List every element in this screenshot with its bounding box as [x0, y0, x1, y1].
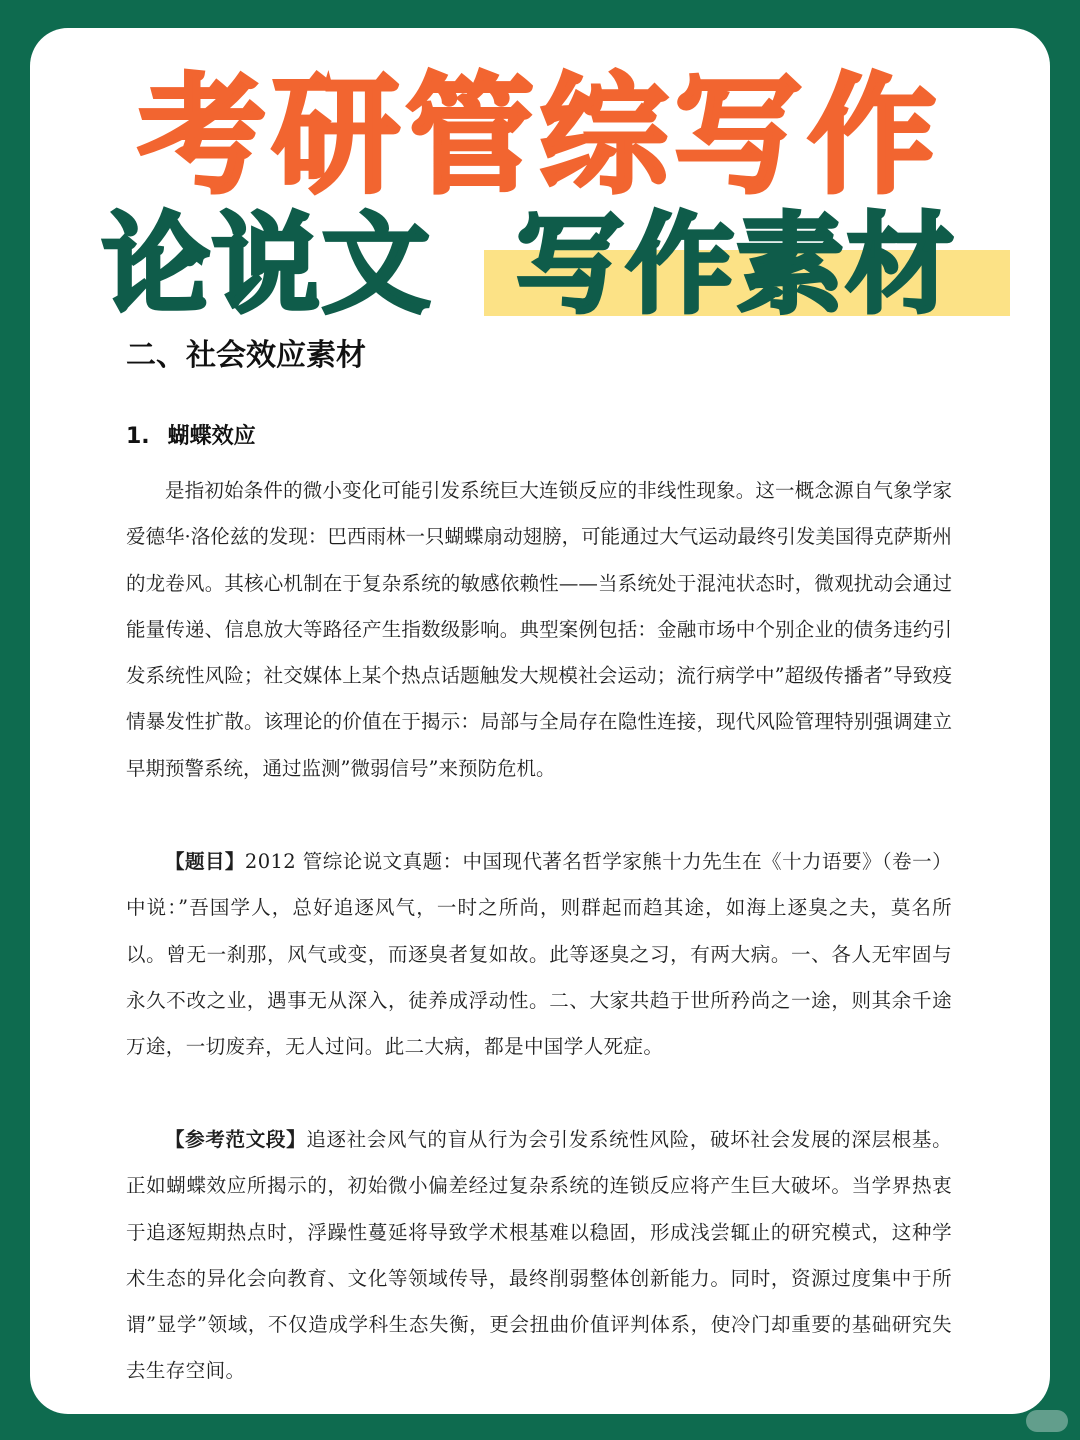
subtitle-row [30, 203, 1050, 328]
subsection-heading [126, 420, 256, 454]
reference-tag: 【参考范文段】 [165, 1128, 307, 1151]
question-tag: 【题目】 [165, 850, 245, 873]
subtitle-right: 写作素材 [516, 203, 957, 328]
reference-paragraph [126, 1117, 952, 1395]
question-text: 2012 管综论说文真题：中国现代著名哲学家熊十力先生在《十力语要》（卷一）中说：”吾国学人，总好追逐风气，一时之所尚，则群起而趋其途，如海上逐臭之夫，莫名所以。曾无一刹那，风气或变，而逐臭者复如故。此等逐臭之习，有两大病。一、各人无牢固与永久不改之业，遇事无从深入，徒养成浮动性。二、大家共趋于世所矜尚之一途，则其余千途万途，一切废弃，无人过问。此二大病，都是中国学人死症。 [126, 850, 952, 1059]
reference-text: 追逐社会风气的盲从行为会引发系统性风险，破坏社会发展的深层根基。正如蝴蝶效应所揭示的，初始微小偏差经过复杂系统的连锁反应将产生巨大破坏。当学界热衷于追逐短期热点时，浮躁性蔓延将导致学术根基难以稳固，形成浅尝辄止的研究模式，这种学术生态的异化会向教育、文化等领域传导，最终削弱整体创新能力。同时，资源过度集中于所谓”显学”领域，不仅造成学科生态失衡，更会扭曲价值评判体系，使冷门却重要的基础研究失去生存空间。 [126, 1128, 952, 1383]
section-heading: 二、社会效应素材 [126, 338, 366, 373]
watermark-badge [1026, 1410, 1068, 1432]
content-card [30, 28, 1050, 1414]
definition-paragraph: 是指初始条件的微小变化可能引发系统巨大连锁反应的非线性现象。这一概念源自气象学家爱德华·洛伦兹的发现：巴西雨林一只蝴蝶扇动翅膀，可能通过大气运动最终引发美国得克萨斯州的龙卷风。其核心机制在于复杂系统的敏感依赖性——当系统处于混沌状态时，微观扰动会通过能量传递、信息放大等路径产生指数级影响。典型案例包括：金融市场中个别企业的债务违约引发系统性风险；社交媒体上某个热点话题触发大规模社会运动；流行病学中”超级传播者”导致疫情暴发性扩散。该理论的价值在于揭示：局部与全局存在隐性连接，现代风险管理特别强调建立早期预警系统，通过监测”微弱信号”来预防危机。 [126, 479, 952, 780]
subsection-number: 1. [126, 424, 150, 449]
subsection-title: 蝴蝶效应 [167, 424, 256, 449]
question-paragraph [126, 839, 952, 1070]
main-title: 考研管综写作 [137, 62, 942, 211]
subtitle-left: 论说文 [102, 203, 433, 328]
